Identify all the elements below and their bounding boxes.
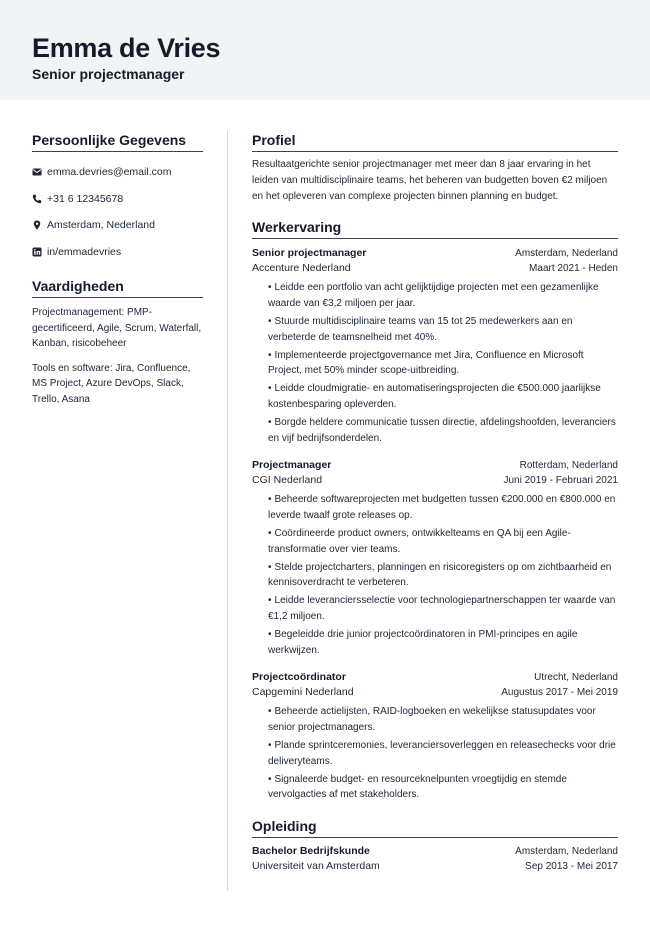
contact-list bbox=[32, 159, 203, 265]
job-bullets bbox=[252, 704, 618, 803]
phone-icon bbox=[32, 194, 42, 204]
job-dates: Augustus 2017 - Mei 2019 bbox=[501, 687, 618, 699]
linkedin-text: in/emmadevries bbox=[47, 245, 122, 258]
skill-item: Projectmanagement: PMP-gecertificeerd, Agile, Scrum, Waterfall, Kanban, risicobeheer bbox=[32, 307, 202, 349]
education-dates: Sep 2013 - Mei 2017 bbox=[525, 861, 618, 873]
job-dates: Maart 2021 - Heden bbox=[529, 263, 618, 275]
job-bullets bbox=[252, 492, 618, 658]
skill-item: Tools en software: Jira, Confluence, MS Project, Azure DevOps, Slack, Trello, Asana bbox=[32, 362, 191, 405]
location-text: Amsterdam, Nederland bbox=[47, 219, 155, 232]
job-location: Amsterdam, Nederland bbox=[515, 248, 618, 260]
job-bullets bbox=[252, 280, 618, 446]
job-bullet: • Stuurde multidisciplinaire teams van 15 tot 25 medewerkers aan en verbeterde de teamsnelheid met 40%. bbox=[268, 314, 618, 346]
education-entry bbox=[252, 844, 618, 874]
job-entry bbox=[252, 670, 618, 803]
job-entry bbox=[252, 246, 618, 446]
job-bullet: • Leidde leveranciersselectie voor technologiepartnerschappen ter waarde van €1,2 miljoen. bbox=[268, 593, 618, 625]
job-company: Accenture Nederland bbox=[252, 262, 351, 275]
contact-linkedin[interactable] bbox=[32, 239, 203, 266]
job-bullet: • Implementeerde projectgovernance met Jira, Confluence en Microsoft Project, met 50% minder scope-uitbreiding. bbox=[268, 348, 618, 380]
job-bullet: • Borgde heldere communicatie tussen directie, afdelingshoofden, leveranciers en vijf bedrijfsonderdelen. bbox=[268, 415, 618, 447]
column-divider bbox=[227, 131, 228, 891]
job-dates: Juni 2019 - Februari 2021 bbox=[503, 475, 618, 487]
job-bullet: • Beheerde softwareprojecten met budgetten tussen €200.000 en €800.000 en leverde twaalf grote releases op. bbox=[268, 492, 618, 524]
skills-heading: Vaardigheden bbox=[32, 277, 203, 298]
education-heading: Opleiding bbox=[252, 817, 618, 838]
job-company: CGI Nederland bbox=[252, 474, 323, 487]
job-title: Projectcoördinator bbox=[252, 671, 346, 684]
personal-details-heading: Persoonlijke Gegevens bbox=[32, 131, 203, 152]
location-pin-icon bbox=[32, 220, 42, 230]
contact-location bbox=[32, 212, 203, 239]
main-content bbox=[252, 131, 618, 874]
job-bullet: • Coördineerde product owners, ontwikkelteams en QA bij een Agile-transformatie over vier teams. bbox=[268, 526, 618, 558]
job-bullet: • Leidde een portfolio van acht gelijktijdige projecten met een gezamenlijke waarde van €3,2 miljoen per jaar. bbox=[268, 280, 618, 312]
education-location: Amsterdam, Nederland bbox=[515, 846, 618, 858]
candidate-name: Emma de Vries bbox=[32, 33, 221, 63]
job-bullet: • Stelde projectcharters, planningen en risicoregisters op om zichtbaarheid en kennisoverdracht te verbeteren. bbox=[268, 560, 618, 592]
profile-text: Resultaatgerichte senior projectmanager met meer dan 8 jaar ervaring in het leiden van multidisciplinaire teams, het beheren van budgetten boven €2 miljoen en het opleveren van complexe projecten binnen planning en budget. bbox=[252, 159, 608, 202]
phone-text: +31 6 12345678 bbox=[47, 192, 124, 205]
linkedin-icon bbox=[32, 247, 42, 257]
job-title: Senior projectmanager bbox=[252, 247, 367, 260]
mail-icon bbox=[32, 167, 42, 177]
profile-heading: Profiel bbox=[252, 131, 618, 152]
candidate-role: Senior projectmanager bbox=[32, 66, 185, 82]
job-title: Projectmanager bbox=[252, 459, 332, 472]
work-experience-heading: Werkervaring bbox=[252, 218, 618, 239]
job-location: Utrecht, Nederland bbox=[534, 672, 618, 684]
job-bullet: • Leidde cloudmigratie- en automatiseringsprojecten die €500.000 jaarlijkse kostenbesparing opleverden. bbox=[268, 381, 618, 413]
school-name: Universiteit van Amsterdam bbox=[252, 860, 380, 873]
job-bullet: • Begeleidde drie junior projectcoördinatoren in PMI-principes en agile werkwijzen. bbox=[268, 627, 618, 659]
job-entry bbox=[252, 458, 618, 658]
job-bullet: • Beheerde actielijsten, RAID-logboeken en wekelijkse statusupdates voor senior projectmanagers. bbox=[268, 704, 618, 736]
sidebar bbox=[32, 131, 203, 407]
email-text: emma.devries@email.com bbox=[47, 166, 172, 179]
degree-title: Bachelor Bedrijfskunde bbox=[252, 845, 370, 858]
job-bullet: • Plande sprintceremonies, leveranciersoverleggen en releasechecks voor drie deliveryteams. bbox=[268, 738, 618, 770]
contact-phone[interactable] bbox=[32, 186, 203, 213]
contact-email[interactable] bbox=[32, 159, 203, 186]
resume-header bbox=[0, 0, 650, 100]
job-location: Rotterdam, Nederland bbox=[519, 460, 618, 472]
job-company: Capgemini Nederland bbox=[252, 686, 354, 699]
job-bullet: • Signaleerde budget- en resourceknelpunten vroegtijdig en stemde vervolgacties af met stakeholders. bbox=[268, 772, 618, 804]
